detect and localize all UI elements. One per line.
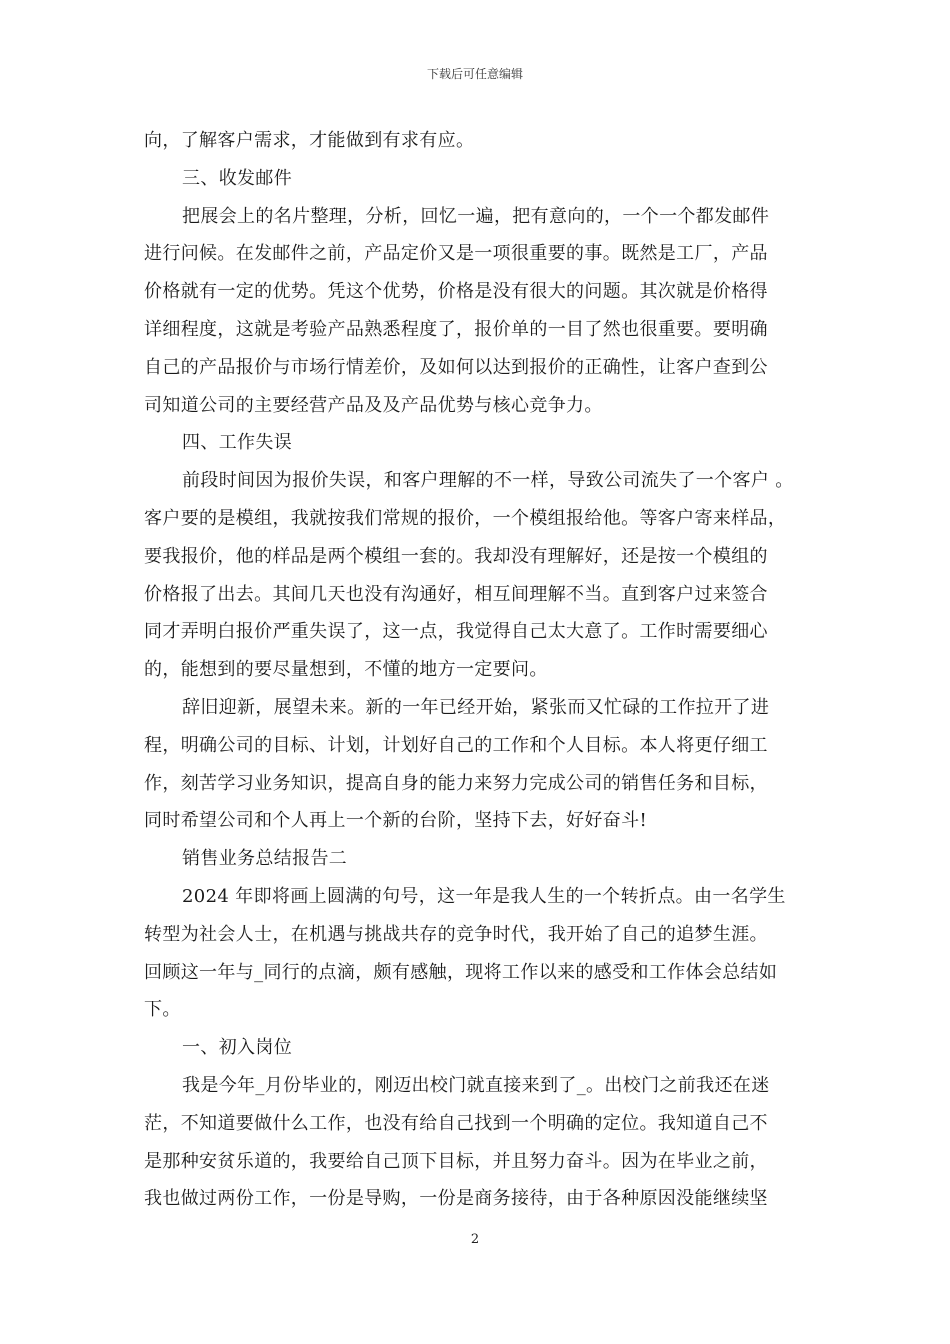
text-line: 司知道公司的主要经营产品及及产品优势与核心竞争力。 xyxy=(144,394,603,416)
text-line: 下。 xyxy=(144,999,181,1021)
text-line: 三、收发邮件 xyxy=(182,167,293,189)
text-line: 辞旧迎新，展望未来。新的一年已经开始，紧张而又忙碌的工作拉开了进 xyxy=(182,696,770,718)
text-line: 同才弄明白报价严重失误了，这一点，我觉得自己太大意了。工作时需要细心 xyxy=(144,621,768,643)
text-line: 四、工作失误 xyxy=(182,432,293,454)
document-body xyxy=(144,122,810,1218)
text-line: 茫，不知道要做什么工作，也没有给自己找到一个明确的定位。我知道自己不 xyxy=(144,1112,768,1134)
text-line: 程，明确公司的目标、计划，计划好自己的工作和个人目标。本人将更仔细工 xyxy=(144,734,768,756)
text-line: 2024 年即将画上圆满的句号，这一年是我人生的一个转折点。由一名学生 xyxy=(182,885,786,907)
text-line: 回顾这一年与_同行的点滴，颇有感触，现将工作以来的感受和工作体会总结如 xyxy=(144,961,778,983)
text-line: 转型为社会人士，在机遇与挑战共存的竞争时代，我开始了自己的追梦生涯。 xyxy=(144,923,768,945)
text-line: 前段时间因为报价失误，和客户理解的不一样，导致公司流失了一个客户 。 xyxy=(182,470,794,492)
text-line: 向，了解客户需求，才能做到有求有应。 xyxy=(144,130,475,151)
text-line: 价格就有一定的优势。凭这个优势，价格是没有很大的问题。其次就是价格得 xyxy=(144,281,768,303)
text-line: 同时希望公司和个人再上一个新的台阶，坚持下去，好好奋斗! xyxy=(144,810,648,832)
text-line: 详细程度，这就是考验产品熟悉程度了，报价单的一目了然也很重要。要明确 xyxy=(144,318,768,340)
text-line: 的，能想到的要尽量想到，不懂的地方一定要问。 xyxy=(144,659,548,681)
text-line: 要我报价，他的样品是两个模组一套的。我却没有理解好，还是按一个模组的 xyxy=(144,545,768,567)
text-line: 我是今年_月份毕业的，刚迈出校门就直接来到了_。出校门之前我还在迷 xyxy=(182,1074,770,1096)
text-line: 是那种安贫乐道的，我要给自己顶下目标，并且努力奋斗。因为在毕业之前， xyxy=(144,1150,768,1172)
text-line: 客户要的是模组，我就按我们常规的报价，一个模组报给他。等客户寄来样品， xyxy=(144,507,787,529)
text-line: 作，刻苦学习业务知识，提高自身的能力来努力完成公司的销售任务和目标， xyxy=(144,772,768,794)
text-line: 自己的产品报价与市场行情差价，及如何以达到报价的正确性，让客户查到公 xyxy=(144,356,768,378)
page-header: 下载后可任意编辑 xyxy=(426,67,523,81)
text-line: 我也做过两份工作，一份是导购，一份是商务接待，由于各种原因没能继续坚 xyxy=(144,1188,768,1210)
text-line: 把展会上的名片整理，分析，回忆一遍，把有意向的，一个一个都发邮件 xyxy=(182,205,770,227)
text-line: 进行问候。在发邮件之前，产品定价又是一项很重要的事。既然是工厂，产品 xyxy=(144,243,768,265)
text-line: 销售业务总结报告二 xyxy=(182,848,348,870)
page-number: 2 xyxy=(470,1232,480,1247)
text-line: 一、初入岗位 xyxy=(182,1037,293,1059)
text-line: 价格报了出去。其间几天也没有沟通好，相互间理解不当。直到客户过来签合 xyxy=(144,583,768,605)
